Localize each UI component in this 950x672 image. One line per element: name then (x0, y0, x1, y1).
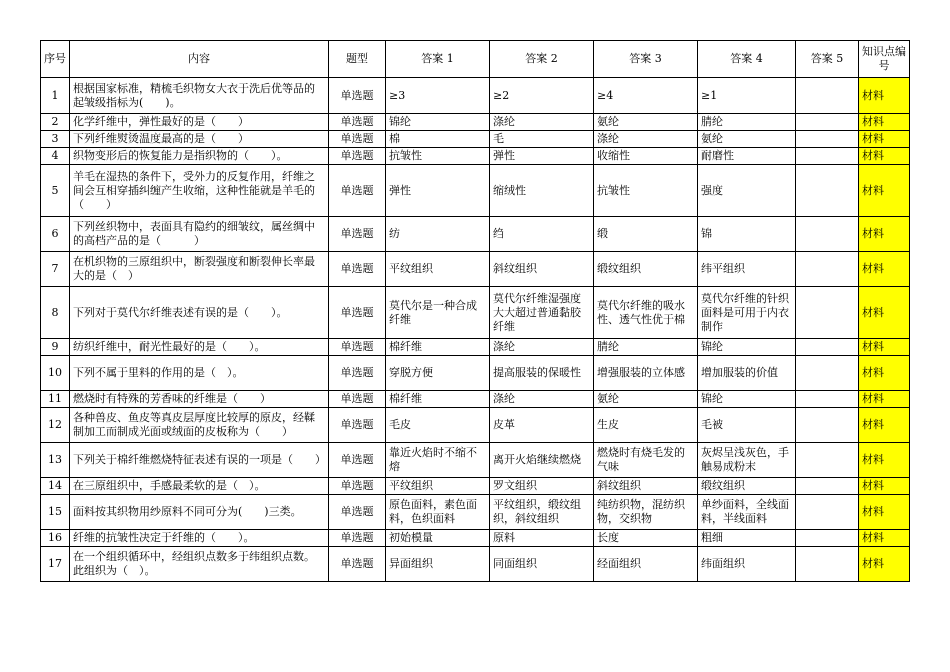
answer-1: 平纹组织 (386, 478, 490, 495)
question-type: 单选题 (329, 356, 386, 391)
answer-2: 弹性 (490, 148, 594, 165)
answer-1: 棉纤维 (386, 391, 490, 408)
answer-5 (796, 478, 859, 495)
answer-1: 原色面料，素色面料，色织面料 (386, 495, 490, 530)
header-type: 题型 (329, 41, 386, 78)
knowledge-point: 材料 (859, 443, 910, 478)
answer-1: 莫代尔是一种合成纤维 (386, 287, 490, 339)
knowledge-point: 材料 (859, 530, 910, 547)
answer-2: 罗文组织 (490, 478, 594, 495)
question-type: 单选题 (329, 408, 386, 443)
answer-5 (796, 443, 859, 478)
question-content: 下列关于棉纤维燃烧特征表述有误的一项是（ ） (70, 443, 329, 478)
answer-2: 涤纶 (490, 391, 594, 408)
knowledge-point: 材料 (859, 114, 910, 131)
answer-1: 抗皱性 (386, 148, 490, 165)
answer-4: 氨纶 (698, 131, 796, 148)
question-type: 单选题 (329, 391, 386, 408)
row-number: 3 (41, 131, 70, 148)
knowledge-point: 材料 (859, 547, 910, 582)
answer-3: 纯纺织物，混纺织物，交织物 (594, 495, 698, 530)
answer-5 (796, 252, 859, 287)
answer-2: 离开火焰继续燃烧 (490, 443, 594, 478)
question-table (40, 40, 910, 582)
table-row (41, 252, 910, 287)
answer-3: 生皮 (594, 408, 698, 443)
answer-3: 抗皱性 (594, 165, 698, 217)
table-row (41, 287, 910, 339)
table-row (41, 356, 910, 391)
header-content: 内容 (70, 41, 329, 78)
question-content: 下列纤维熨烫温度最高的是（ ） (70, 131, 329, 148)
header-answer-2: 答案 2 (490, 41, 594, 78)
question-type: 单选题 (329, 148, 386, 165)
answer-3: 斜纹组织 (594, 478, 698, 495)
answer-2: 毛 (490, 131, 594, 148)
question-type: 单选题 (329, 443, 386, 478)
knowledge-point: 材料 (859, 339, 910, 356)
question-content: 下列丝织物中，表面具有隐约的细皱纹，属丝绸中的高档产品的是（ ） (70, 217, 329, 252)
answer-4: 纬面组织 (698, 547, 796, 582)
answer-3: 缎纹组织 (594, 252, 698, 287)
answer-5 (796, 339, 859, 356)
answer-4: 毛被 (698, 408, 796, 443)
header-answer-4: 答案 4 (698, 41, 796, 78)
header-answer-1: 答案 1 (386, 41, 490, 78)
header-row (41, 41, 910, 78)
answer-4: 增加服装的价值 (698, 356, 796, 391)
question-content: 燃烧时有特殊的芳香味的纤维是（ ） (70, 391, 329, 408)
answer-2: 缩绒性 (490, 165, 594, 217)
question-type: 单选题 (329, 114, 386, 131)
question-content: 在一个组织循环中，经组织点数多于纬组织点数。此组织为（ ）。 (70, 547, 329, 582)
answer-2: ≥2 (490, 78, 594, 114)
table-row (41, 443, 910, 478)
row-number: 5 (41, 165, 70, 217)
answer-4: 莫代尔纤维的针织面料是可用于内衣制作 (698, 287, 796, 339)
table-row (41, 78, 910, 114)
row-number: 10 (41, 356, 70, 391)
knowledge-point: 材料 (859, 78, 910, 114)
question-content: 羊毛在湿热的条件下，受外力的反复作用，纤维之间会互相穿插纠缠产生收缩，这种性能就是羊毛的（ ） (70, 165, 329, 217)
answer-4: 锦纶 (698, 339, 796, 356)
answer-4: 锦纶 (698, 391, 796, 408)
row-number: 17 (41, 547, 70, 582)
answer-4: 粗细 (698, 530, 796, 547)
question-content: 织物变形后的恢复能力是指织物的（ ）。 (70, 148, 329, 165)
row-number: 7 (41, 252, 70, 287)
answer-2: 涤纶 (490, 339, 594, 356)
answer-3: 氨纶 (594, 114, 698, 131)
row-number: 15 (41, 495, 70, 530)
header-no: 序号 (41, 41, 70, 78)
row-number: 9 (41, 339, 70, 356)
table-body (41, 78, 910, 582)
answer-5 (796, 547, 859, 582)
question-type: 单选题 (329, 217, 386, 252)
table-row (41, 165, 910, 217)
answer-3: 收缩性 (594, 148, 698, 165)
question-type: 单选题 (329, 131, 386, 148)
answer-5 (796, 114, 859, 131)
question-content: 化学纤维中，弹性最好的是（ ） (70, 114, 329, 131)
question-type: 单选题 (329, 165, 386, 217)
answer-1: 平纹组织 (386, 252, 490, 287)
knowledge-point: 材料 (859, 478, 910, 495)
table-row (41, 495, 910, 530)
question-type: 单选题 (329, 287, 386, 339)
answer-4: 单纱面料，全线面料，半线面料 (698, 495, 796, 530)
knowledge-point: 材料 (859, 217, 910, 252)
answer-5 (796, 530, 859, 547)
answer-3: 涤纶 (594, 131, 698, 148)
answer-1: 棉 (386, 131, 490, 148)
answer-5 (796, 78, 859, 114)
answer-3: 增强服装的立体感 (594, 356, 698, 391)
knowledge-point: 材料 (859, 287, 910, 339)
table-row (41, 114, 910, 131)
table-row (41, 217, 910, 252)
answer-4: 强度 (698, 165, 796, 217)
header-answer-5: 答案 5 (796, 41, 859, 78)
question-content: 纤维的抗皱性决定于纤维的（ ）。 (70, 530, 329, 547)
answer-5 (796, 356, 859, 391)
answer-3: 经面组织 (594, 547, 698, 582)
knowledge-point: 材料 (859, 356, 910, 391)
question-type: 单选题 (329, 495, 386, 530)
answer-1: 毛皮 (386, 408, 490, 443)
row-number: 14 (41, 478, 70, 495)
knowledge-point: 材料 (859, 408, 910, 443)
row-number: 11 (41, 391, 70, 408)
knowledge-point: 材料 (859, 148, 910, 165)
question-content: 在三原组织中，手感最柔软的是（ ）。 (70, 478, 329, 495)
answer-2: 同面组织 (490, 547, 594, 582)
answer-4: 腈纶 (698, 114, 796, 131)
table-row (41, 547, 910, 582)
answer-3: 燃烧时有烧毛发的气味 (594, 443, 698, 478)
question-content: 在机织物的三原组织中，断裂强度和断裂伸长率最大的是（ ） (70, 252, 329, 287)
header-answer-3: 答案 3 (594, 41, 698, 78)
answer-1: 棉纤维 (386, 339, 490, 356)
answer-3: ≥4 (594, 78, 698, 114)
answer-5 (796, 408, 859, 443)
answer-5 (796, 131, 859, 148)
question-type: 单选题 (329, 547, 386, 582)
answer-5 (796, 495, 859, 530)
table-row (41, 339, 910, 356)
answer-2: 皮革 (490, 408, 594, 443)
answer-4: 锦 (698, 217, 796, 252)
table-row (41, 131, 910, 148)
knowledge-point: 材料 (859, 165, 910, 217)
answer-2: 涤纶 (490, 114, 594, 131)
answer-3: 腈纶 (594, 339, 698, 356)
row-number: 12 (41, 408, 70, 443)
question-type: 单选题 (329, 252, 386, 287)
question-type: 单选题 (329, 339, 386, 356)
question-content: 下列对于莫代尔纤维表述有误的是（ ）。 (70, 287, 329, 339)
row-number: 6 (41, 217, 70, 252)
row-number: 16 (41, 530, 70, 547)
answer-3: 氨纶 (594, 391, 698, 408)
knowledge-point: 材料 (859, 252, 910, 287)
answer-3: 缎 (594, 217, 698, 252)
answer-2: 原料 (490, 530, 594, 547)
row-number: 2 (41, 114, 70, 131)
table-row (41, 530, 910, 547)
question-type: 单选题 (329, 530, 386, 547)
question-content: 下列不属于里料的作用的是（ ）。 (70, 356, 329, 391)
answer-5 (796, 165, 859, 217)
knowledge-point: 材料 (859, 391, 910, 408)
answer-5 (796, 287, 859, 339)
answer-1: 锦纶 (386, 114, 490, 131)
answer-2: 提高服装的保暖性 (490, 356, 594, 391)
row-number: 1 (41, 78, 70, 114)
answer-2: 平纹组织，缎纹组织，斜纹组织 (490, 495, 594, 530)
table-row (41, 148, 910, 165)
question-type: 单选题 (329, 78, 386, 114)
question-content: 各种兽皮、鱼皮等真皮层厚度比较厚的原皮，经鞣制加工而制成光面或绒面的皮板称为（ ） (70, 408, 329, 443)
answer-2: 莫代尔纤维湿强度大大超过普通黏胶纤维 (490, 287, 594, 339)
answer-2: 绉 (490, 217, 594, 252)
answer-4: ≥1 (698, 78, 796, 114)
answer-1: 初始模量 (386, 530, 490, 547)
question-content: 根据国家标准，精梳毛织物女大衣于洗后优等品的起皱级指标为( )。 (70, 78, 329, 114)
answer-1: ≥3 (386, 78, 490, 114)
answer-3: 莫代尔纤维的吸水性、透气性优于棉 (594, 287, 698, 339)
answer-4: 纬平组织 (698, 252, 796, 287)
answer-5 (796, 217, 859, 252)
header-knowledge-point: 知识点编号 (859, 41, 910, 78)
answer-4: 缎纹组织 (698, 478, 796, 495)
table-row (41, 408, 910, 443)
answer-4: 耐磨性 (698, 148, 796, 165)
answer-3: 长度 (594, 530, 698, 547)
row-number: 4 (41, 148, 70, 165)
answer-1: 穿脱方便 (386, 356, 490, 391)
answer-5 (796, 148, 859, 165)
answer-1: 弹性 (386, 165, 490, 217)
answer-1: 异面组织 (386, 547, 490, 582)
answer-1: 纺 (386, 217, 490, 252)
question-content: 纺织纤维中，耐光性最好的是（ ）。 (70, 339, 329, 356)
row-number: 8 (41, 287, 70, 339)
question-content: 面料按其织物用纱原料不同可分为( )三类。 (70, 495, 329, 530)
knowledge-point: 材料 (859, 495, 910, 530)
answer-2: 斜纹组织 (490, 252, 594, 287)
table-row (41, 478, 910, 495)
answer-5 (796, 391, 859, 408)
answer-4: 灰烬呈浅灰色，手触易成粉末 (698, 443, 796, 478)
table-row (41, 391, 910, 408)
knowledge-point: 材料 (859, 131, 910, 148)
answer-1: 靠近火焰时不缩不熔 (386, 443, 490, 478)
row-number: 13 (41, 443, 70, 478)
question-type: 单选题 (329, 478, 386, 495)
